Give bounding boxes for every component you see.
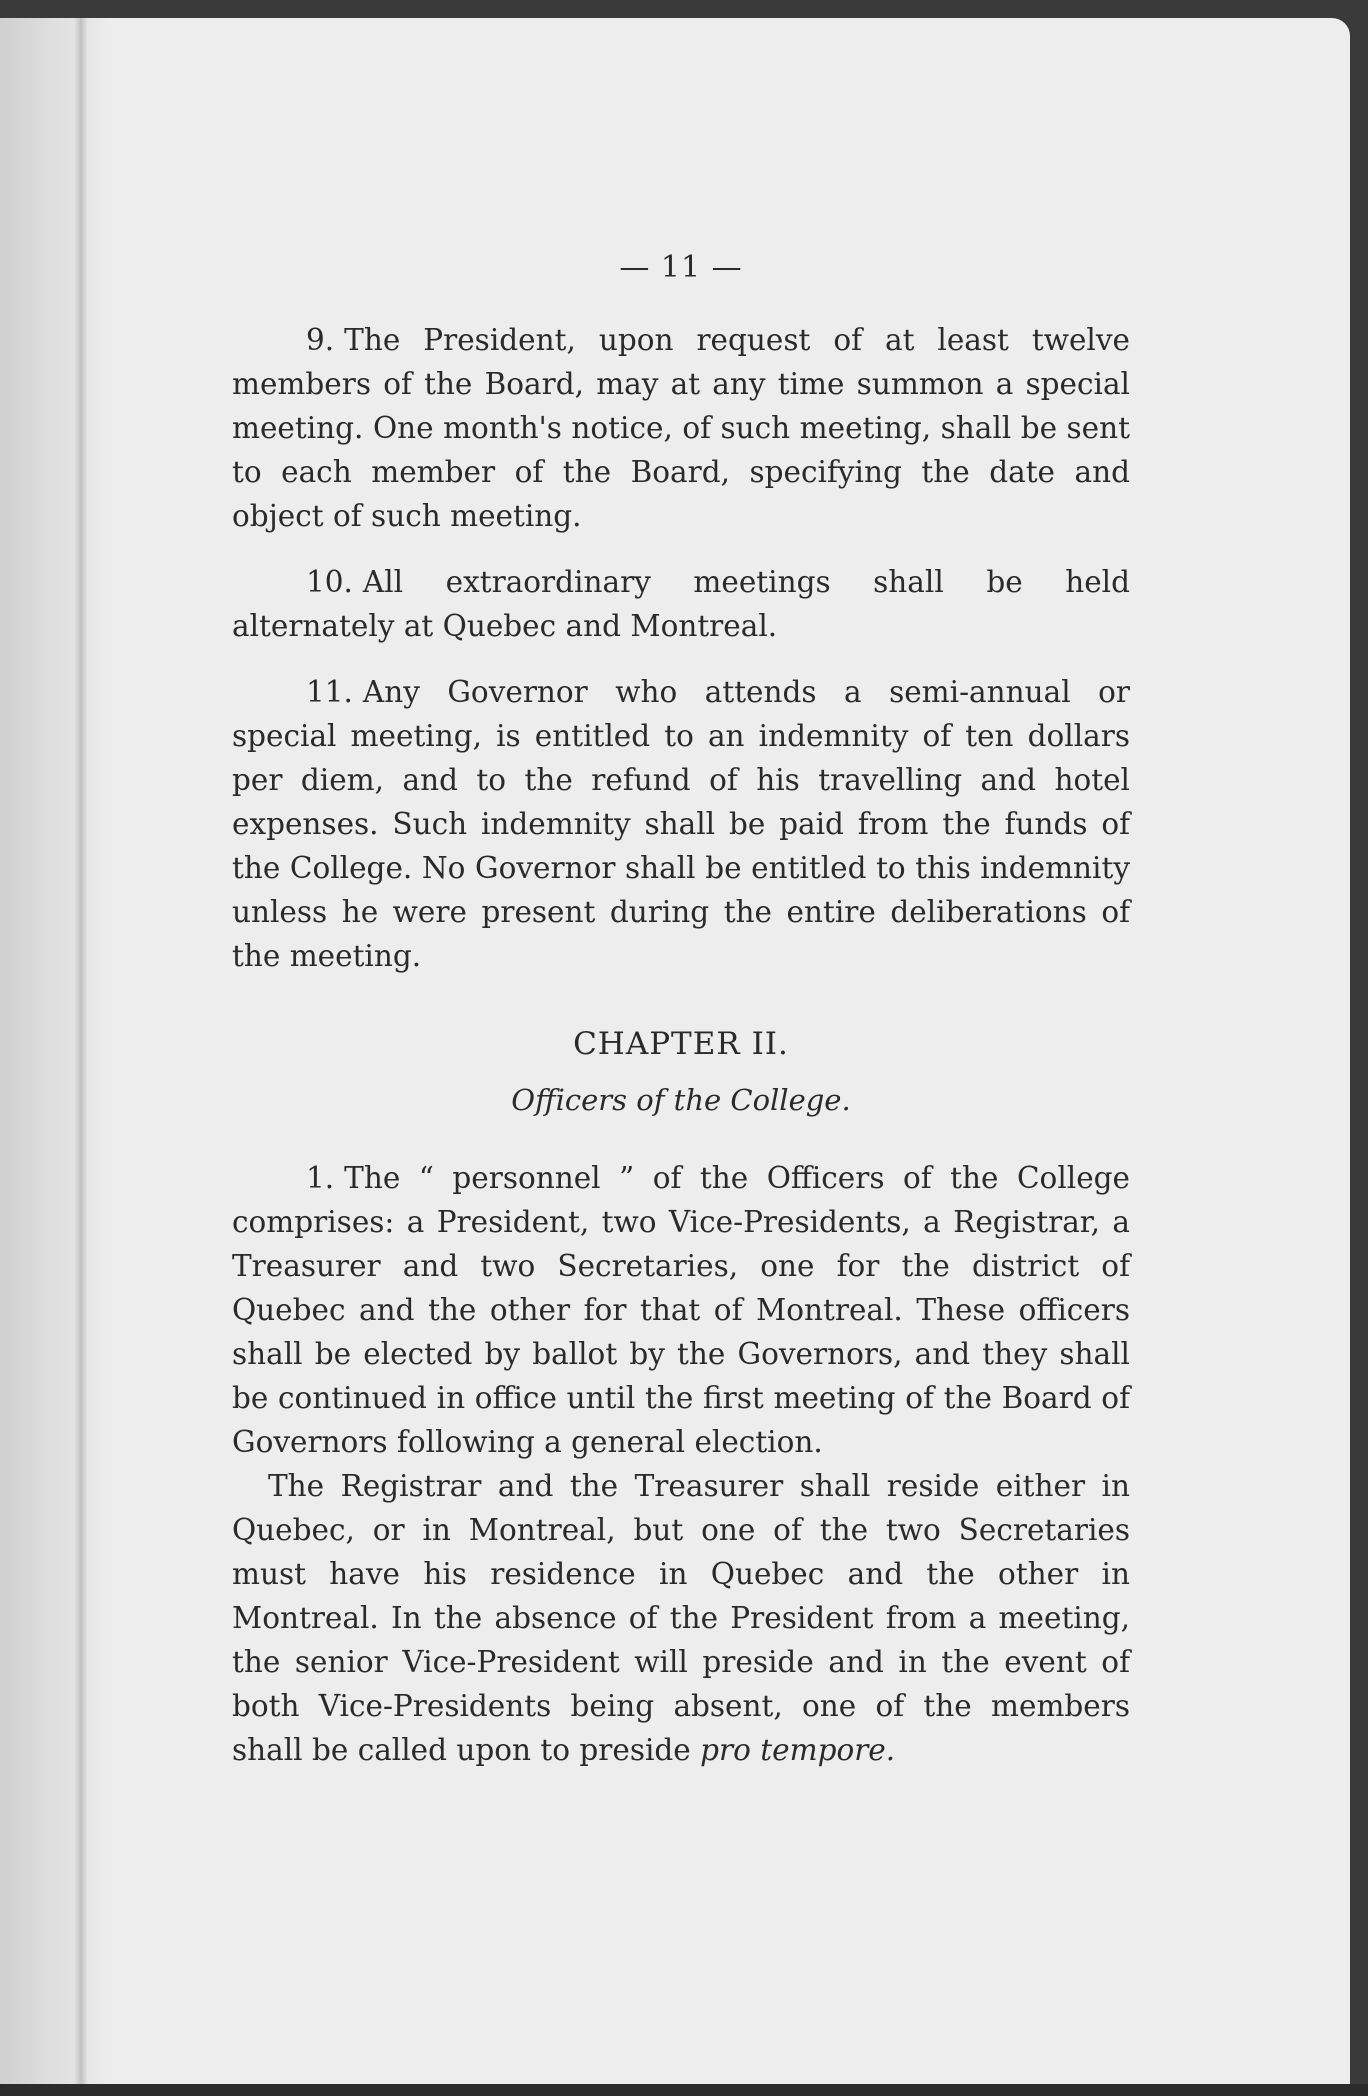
page-text — [232, 246, 1130, 1772]
paragraph-text: The Registrar and the Treasurer shall reside either in Quebec, or in Montreal, but one of the two Secretaries must have his residence in Quebec and the other in Montreal. In the absence of the President from a meeting, the senior Vice-President will preside and in the event of both Vice-Presidents being absent, one of the members shall be called upon to preside — [232, 1469, 1130, 1767]
paragraph-number: 10. — [306, 565, 353, 599]
latin-phrase: pro tempore. — [700, 1733, 896, 1767]
paragraph-text: All extraordinary meetings shall be held alternately at Quebec and Montreal. — [232, 565, 1130, 643]
paragraph-text: The President, upon request of at least twelve members of the Board, may at any time summon a special meeting. One month's notice, of such meeting, shall be sent to each member of the Board, specifying the date and object of such meeting. — [232, 323, 1130, 533]
paragraph-text: Any Governor who attends a semi-annual or special meeting, is entitled to an indemnity of ten dollars per diem, and to the refund of his travelling and hotel expenses. Such indemnity shall be paid from the funds of the College. No Governor shall be entitled to this indemnity unless he were present during the entire deliberations of the meeting. — [232, 675, 1130, 973]
binding-shadow — [74, 18, 88, 2084]
page-gutter — [0, 18, 110, 2084]
page-number: — 11 — — [619, 250, 743, 285]
chapter-title: CHAPTER II. — [573, 1026, 789, 1062]
scan-bottom-edge — [0, 2084, 1368, 2096]
paragraph-number: 11. — [306, 675, 353, 709]
paragraph-11 — [232, 670, 1130, 978]
paragraph-number: 1. — [306, 1161, 335, 1195]
paragraph-10 — [232, 560, 1130, 648]
document-page — [0, 18, 1350, 2084]
paragraph-text: The “ personnel ” of the Officers of the College comprises: a President, two Vice-Presidents, a Registrar, a Treasurer and two Secretaries, one for the district of Quebec and the other for that of Montreal. These officers shall be elected by ballot by the Governors, and they shall be continued in office until the first meeting of the Board of Governors following a general election. — [232, 1161, 1130, 1459]
paragraph-chapter2-continuation — [232, 1464, 1130, 1772]
paragraph-chapter2-1 — [232, 1156, 1130, 1464]
chapter-subtitle: Officers of the College. — [511, 1083, 851, 1117]
paragraph-number: 9. — [306, 323, 335, 357]
paragraph-9 — [232, 318, 1130, 538]
